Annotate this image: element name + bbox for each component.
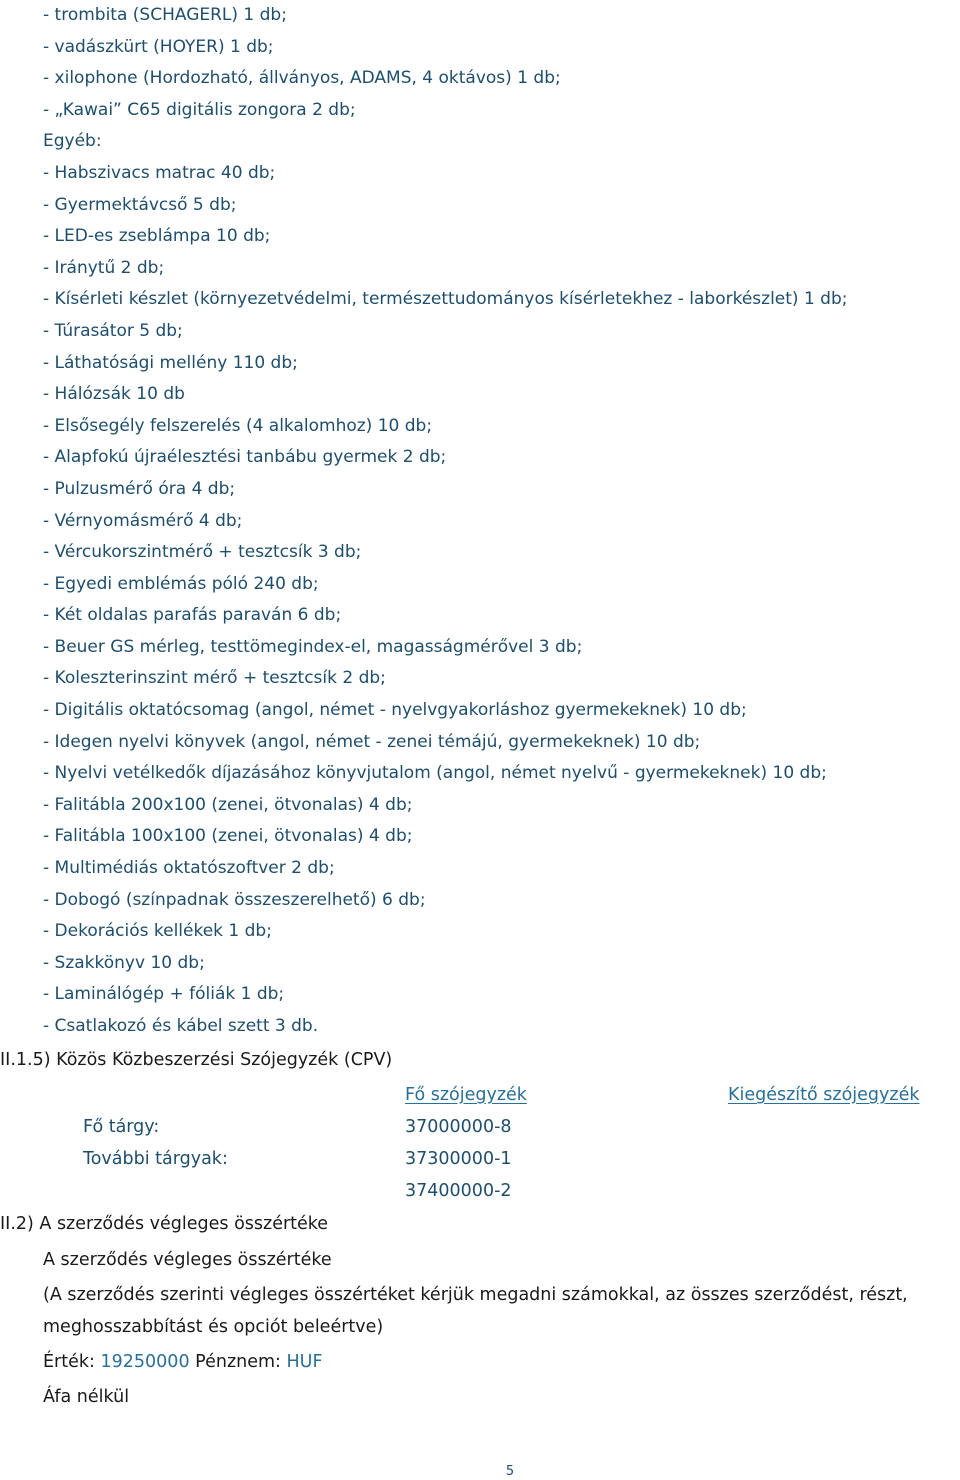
cpv-main-subject-code: 37000000-8 (405, 1117, 512, 1137)
list-item: - Elsősegély felszerelés (4 alkalomhoz) 10 db; (43, 415, 433, 436)
vat-note: Áfa nélkül (43, 1387, 130, 1407)
list-item: - Dekorációs kellékek 1 db; (43, 921, 272, 942)
section-label-egyeb: Egyéb: (43, 131, 102, 152)
list-item: - Falitábla 100x100 (zenei, ötvonalas) 4 db; (43, 826, 413, 847)
final-value-heading: II.2) A szerződés végleges összértéke (0, 1214, 329, 1234)
list-item: - Pulzusmérő óra 4 db; (43, 478, 236, 499)
currency-label: Pénznem: (195, 1352, 281, 1372)
list-item: - Gyermektávcső 5 db; (43, 194, 237, 215)
cpv-main-column-header: Fő szójegyzék (405, 1085, 527, 1105)
list-item: - Beuer GS mérleg, testtömegindex-el, magasságmérővel 3 db; (43, 636, 583, 657)
cpv-other-subject-code: 37300000-1 (405, 1149, 512, 1169)
equipment-list (43, 0, 848, 1043)
final-value-note-line2: meghosszabbítást és opciót beleértve) (43, 1317, 384, 1337)
value-amount: 19250000 (100, 1352, 190, 1372)
list-item: - Vérnyomásmérő 4 db; (43, 510, 243, 531)
list-item: - Koleszterinszint mérő + tesztcsík 2 db; (43, 668, 386, 689)
list-item: - Habszivacs matrac 40 db; (43, 162, 276, 183)
list-item: - Kísérleti készlet (környezetvédelmi, természettudományos kísérletekhez - laborkészlet) 1 db; (43, 289, 848, 310)
list-item: - Túrasátor 5 db; (43, 320, 183, 341)
list-item: - Laminálógép + fóliák 1 db; (43, 984, 285, 1005)
final-value-note-line1: (A szerződés szerinti végleges összértéket kérjük megadni számokkal, az összes szerződést, részt, (43, 1285, 908, 1305)
list-item: - Csatlakozó és kábel szett 3 db. (43, 1016, 319, 1036)
currency-value: HUF (286, 1352, 323, 1372)
list-item: - Alapfokú újraélesztési tanbábu gyermek 2 db; (43, 447, 447, 468)
list-item: - Idegen nyelvi könyvek (angol, német - zenei témájú, gyermekeknek) 10 db; (43, 731, 701, 752)
final-value-subheading: A szerződés végleges összértéke (43, 1250, 332, 1270)
cpv-other-subjects-label: További tárgyak: (83, 1149, 228, 1169)
cpv-other-subject-code: 37400000-2 (405, 1181, 512, 1201)
cpv-extra-column-header: Kiegészítő szójegyzék (728, 1085, 920, 1105)
list-item: - Szakkönyv 10 db; (43, 952, 205, 973)
cpv-heading: II.1.5) Közös Közbeszerzési Szójegyzék (CPV) (0, 1050, 393, 1070)
final-value-row (43, 1350, 323, 1374)
list-item: - trombita (SCHAGERL) 1 db; (43, 5, 287, 25)
list-item: - Iránytű 2 db; (43, 257, 165, 278)
list-item: - Digitális oktatócsomag (angol, német - nyelvgyakorláshoz gyermekeknek) 10 db; (43, 700, 747, 721)
list-item: - Láthatósági mellény 110 db; (43, 352, 298, 373)
list-item: - Multimédiás oktatószoftver 2 db; (43, 858, 335, 879)
cpv-main-subject-label: Fő tárgy: (83, 1117, 160, 1137)
list-item: - xilophone (Hordozható, állványos, ADAMS, 4 oktávos) 1 db; (43, 68, 561, 89)
list-item: - Két oldalas parafás paraván 6 db; (43, 605, 342, 626)
list-item: - vadászkürt (HOYER) 1 db; (43, 36, 274, 57)
list-item: - Hálózsák 10 db (43, 384, 185, 405)
list-item: - Egyedi emblémás póló 240 db; (43, 573, 319, 594)
list-item: - Falitábla 200x100 (zenei, ötvonalas) 4 db; (43, 794, 413, 815)
list-item: - Vércukorszintmérő + tesztcsík 3 db; (43, 542, 362, 563)
list-item: - „Kawai” C65 digitális zongora 2 db; (43, 99, 356, 120)
list-item: - Nyelvi vetélkedők díjazásához könyvjutalom (angol, német nyelvű - gyermekeknek) 10 db; (43, 763, 827, 784)
list-item: - LED-es zseblámpa 10 db; (43, 226, 271, 247)
list-item: - Dobogó (színpadnak összeszerelhető) 6 db; (43, 889, 426, 910)
value-label: Érték: (43, 1352, 95, 1372)
page-number: 5 (505, 1464, 515, 1479)
